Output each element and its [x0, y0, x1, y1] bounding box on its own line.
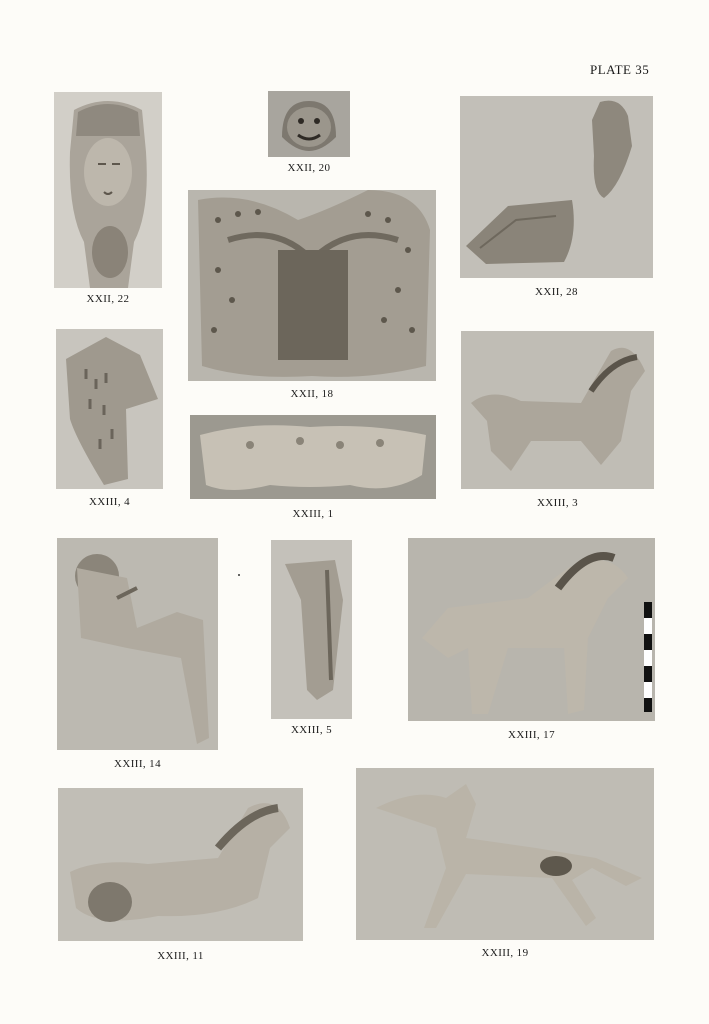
- photo-xxiii-1: [190, 415, 436, 499]
- caption-xxii-22: XXII, 22: [86, 293, 130, 305]
- caption-xxii-28: XXII, 28: [535, 286, 578, 298]
- horse-body-11-figure: [58, 788, 303, 941]
- plate-title: PLATE 35: [590, 62, 650, 77]
- leg-fragment-figure: [271, 540, 352, 719]
- horse-with-scale-figure: [408, 538, 655, 721]
- photo-xxiii-14: [57, 538, 218, 750]
- rider-fragment-figure: [57, 538, 218, 750]
- horse-body-figure: [190, 415, 436, 499]
- caption-xxiii-3: XXIII, 3: [536, 497, 579, 509]
- photo-xxiii-17: [408, 538, 655, 721]
- caption-xxiii-14: XXIII, 14: [114, 758, 161, 770]
- caption-xxii-18: XXII, 18: [290, 388, 334, 400]
- caption-xxiii-19: XXIII, 19: [481, 947, 529, 959]
- caption-xxiii-5: XXIII, 5: [290, 724, 333, 736]
- horse-fragment-figure: [56, 329, 163, 489]
- page-speck: [238, 574, 240, 576]
- caption-xxii-20: XXII, 20: [287, 162, 331, 174]
- photo-xxii-28: [460, 96, 653, 278]
- fragments-figure: [460, 96, 653, 278]
- photo-xxii-20: [268, 91, 350, 157]
- female-head-figure: [54, 92, 162, 288]
- photo-xxiii-19: [356, 768, 654, 940]
- caption-xxiii-11: XXIII, 11: [157, 950, 204, 962]
- photo-xxii-18: [188, 190, 436, 381]
- running-horse-figure: [356, 768, 654, 940]
- gorgon-mask-figure: [268, 91, 350, 157]
- winged-plaque-figure: [188, 190, 436, 381]
- caption-xxiii-4: XXIII, 4: [88, 496, 131, 508]
- photo-xxiii-3: [461, 331, 654, 489]
- horse-figure: [461, 331, 654, 489]
- photo-xxiii-11: [58, 788, 303, 941]
- photo-xxiii-4: [56, 329, 163, 489]
- photo-xxiii-5: [271, 540, 352, 719]
- photo-xxii-22: [54, 92, 162, 288]
- caption-xxiii-1: XXIII, 1: [292, 508, 334, 520]
- caption-xxiii-17: XXIII, 17: [508, 729, 555, 741]
